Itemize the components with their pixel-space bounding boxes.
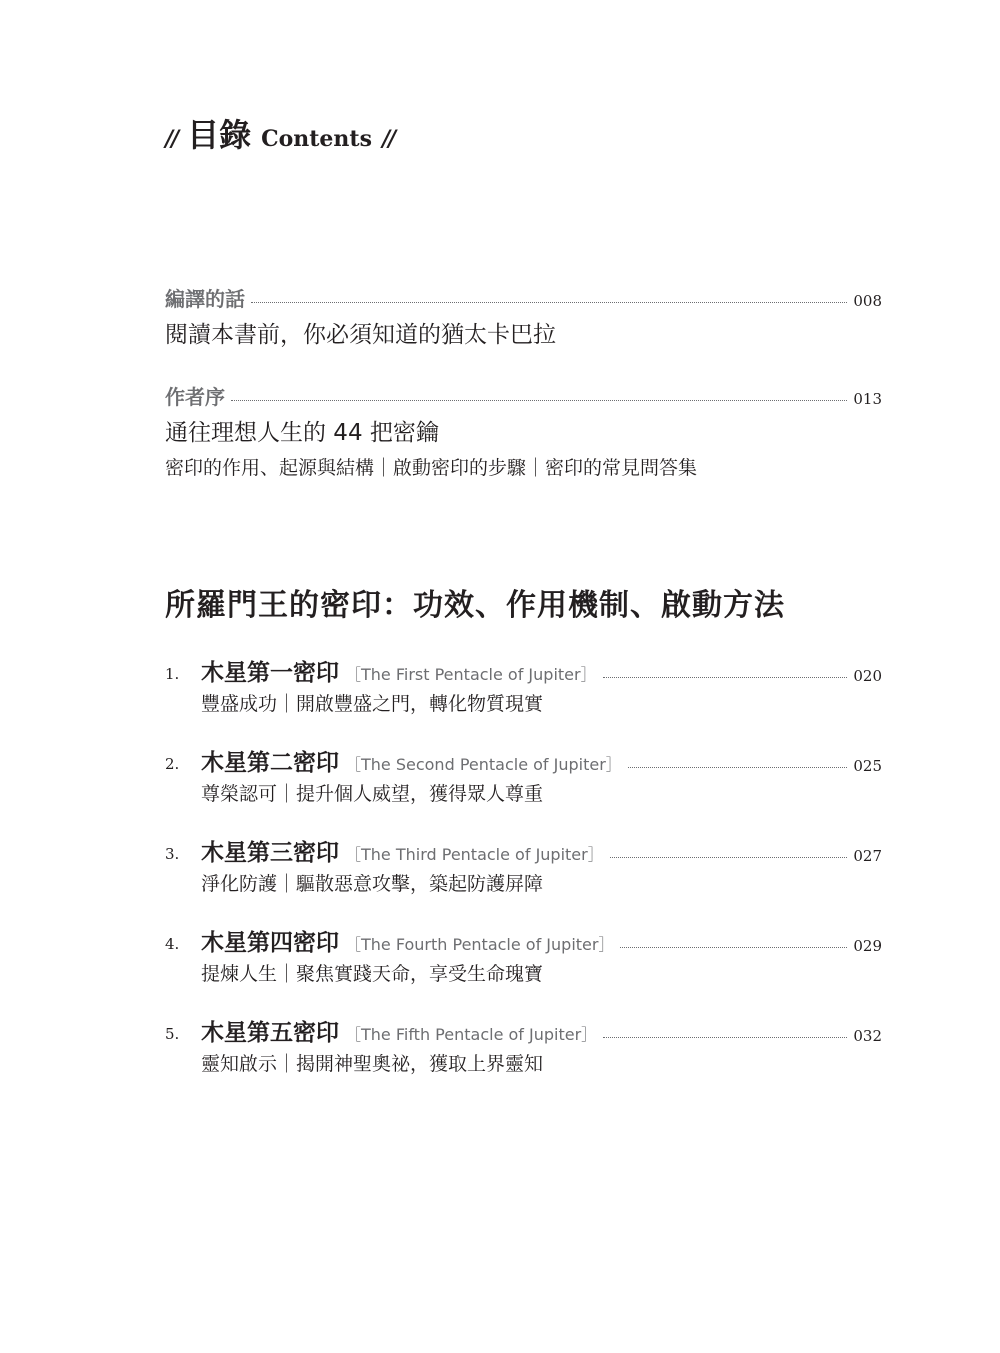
toc-entry-title: 閱讀本書前，你必須知道的猶太卡巴拉 (165, 322, 556, 348)
page-number: 032 (853, 1027, 882, 1045)
pentacle-english-name: ［The Third Pentacle of Jupiter］ (345, 845, 604, 864)
toc-entry-row (165, 745, 882, 777)
toc-entry-pentacle-3[interactable] (165, 835, 882, 899)
title-english: Contents (261, 126, 372, 152)
section-heading: 所羅門王的密印：功效、作用機制、啟動方法 (165, 588, 785, 623)
dotted-leader (231, 400, 847, 401)
page-number: 025 (853, 757, 882, 775)
dotted-leader (603, 677, 848, 678)
pentacle-description: 豐盛成功｜開啟豐盛之門，轉化物質現實 (201, 693, 544, 715)
pentacle-english-name: ［The First Pentacle of Jupiter］ (345, 665, 597, 684)
page-number: 020 (853, 667, 882, 685)
toc-entry-row (165, 1015, 882, 1047)
entry-number: 3. (165, 845, 180, 863)
pentacle-description: 尊榮認可｜提升個人威望，獲得眾人尊重 (201, 783, 544, 805)
title-slashes-close: // (381, 126, 395, 152)
pentacle-english-name: ［The Fifth Pentacle of Jupiter］ (345, 1025, 598, 1044)
toc-entry-label: 作者序 (165, 385, 225, 409)
toc-entry-title: 通往理想人生的 44 把密鑰 (165, 420, 439, 446)
dotted-leader (620, 947, 847, 948)
entry-number: 1. (165, 665, 180, 683)
page-number: 027 (853, 847, 882, 865)
page-number: 013 (853, 390, 882, 408)
pentacle-english-name: ［The Second Pentacle of Jupiter］ (345, 755, 622, 774)
dotted-leader (251, 302, 847, 303)
toc-entry-row (165, 835, 882, 867)
pentacle-english-name: ［The Fourth Pentacle of Jupiter］ (345, 935, 615, 954)
entry-number: 4. (165, 935, 180, 953)
toc-entry-row (165, 282, 882, 312)
toc-entry-author-preface[interactable] (165, 380, 882, 482)
dotted-leader (628, 767, 848, 768)
pentacle-title: 木星第三密印 (201, 840, 339, 866)
title-slashes-open: // (165, 126, 178, 152)
page-number: 029 (853, 937, 882, 955)
toc-entry-row (165, 380, 882, 410)
pentacle-title: 木星第二密印 (201, 750, 339, 776)
entry-number: 2. (165, 755, 180, 773)
pentacle-title: 木星第五密印 (201, 1020, 339, 1046)
pentacle-description: 靈知啟示｜揭開神聖奧祕，獲取上界靈知 (201, 1053, 544, 1075)
toc-entry-row (165, 655, 882, 687)
toc-entry-pentacle-1[interactable] (165, 655, 882, 719)
dotted-leader (610, 857, 848, 858)
pentacle-title: 木星第四密印 (201, 930, 339, 956)
toc-entry-pentacle-4[interactable] (165, 925, 882, 989)
page-number: 008 (853, 292, 882, 310)
toc-entry-label: 編譯的話 (165, 287, 245, 311)
entry-number: 5. (165, 1025, 180, 1043)
toc-entry-row (165, 925, 882, 957)
toc-entry-pentacle-5[interactable] (165, 1015, 882, 1079)
toc-entry-pentacle-2[interactable] (165, 745, 882, 809)
dotted-leader (603, 1037, 847, 1038)
title-chinese: 目錄 (187, 116, 252, 154)
pentacle-title: 木星第一密印 (201, 660, 339, 686)
pentacle-description: 提煉人生｜聚焦實踐天命，享受生命瑰寶 (201, 963, 544, 985)
toc-entry-description: 密印的作用、起源與結構｜啟動密印的步驟｜密印的常見問答集 (165, 457, 698, 479)
pentacle-description: 淨化防護｜驅散惡意攻擊，築起防護屏障 (201, 873, 544, 895)
page-title (165, 110, 394, 160)
toc-entry-translator-note[interactable] (165, 282, 882, 350)
